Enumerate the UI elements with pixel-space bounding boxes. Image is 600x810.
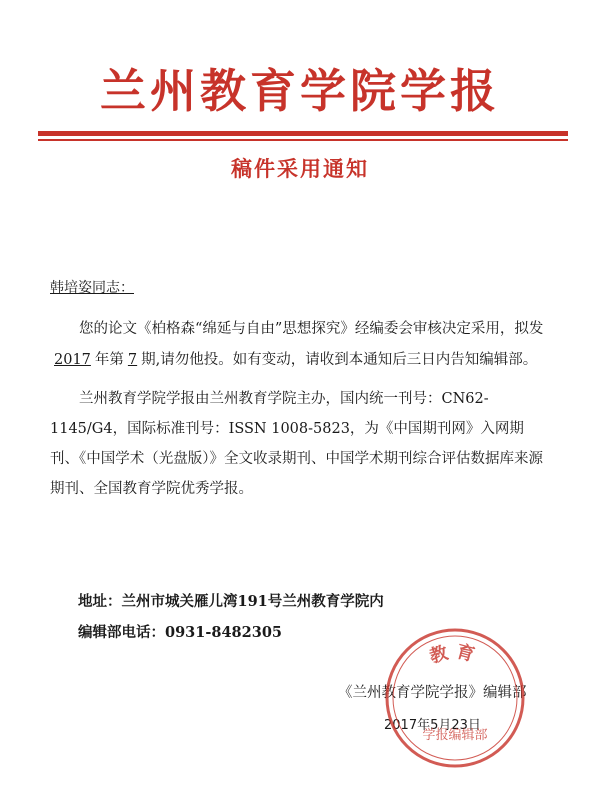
issue-suffix: 期,请勿他投。如有变动，请收到本通知后三日内告知编辑部。 <box>141 352 538 368</box>
notice-title: 稿件采用通知 <box>231 157 369 181</box>
seal-top-text: 教育 <box>427 640 483 668</box>
svg-text:教育 <box>426 640 483 668</box>
address: 地址：兰州市城关雁儿湾191号兰州教育学院内 <box>78 593 384 610</box>
editorial-phone: 编辑部电话：0931-8482305 <box>78 624 282 641</box>
signoff: 《兰州教育学院学报》编辑部 <box>338 685 527 701</box>
publish-year: 2017 <box>54 352 91 368</box>
para1-suffix: 经编委会审核决定采用，拟发 <box>354 321 544 337</box>
letter-date: 2017年5月23日 <box>384 718 481 733</box>
salutation: 韩培姿同志： <box>50 280 134 296</box>
acceptance-paragraph <box>50 314 550 376</box>
year-suffix: 年第 <box>94 352 124 368</box>
masthead-rule-thick <box>38 131 568 136</box>
seal-bottom-text: 学报编辑部 <box>422 728 488 743</box>
para1-prefix: 您的论文 <box>79 321 137 337</box>
paper-title: 《柏格森“绵延与自由”思想探究》 <box>137 321 355 337</box>
masthead-rule-thin <box>38 139 568 141</box>
journal-masthead: 兰州教育学院学报 <box>100 64 500 118</box>
issue-number: 7 <box>127 352 138 368</box>
journal-info-paragraph: 兰州教育学院学报由兰州教育学院主办，国内统一刊号：CN62-1145/G4，国际标准刊号：ISSN 1008-5823，为《中国期刊网》入网期刊、《中国学术（光盘版）》全文收录期刊、中国学术期刊综合评估数据库来源期刊、全国教育学院优秀学报。 <box>50 391 543 497</box>
